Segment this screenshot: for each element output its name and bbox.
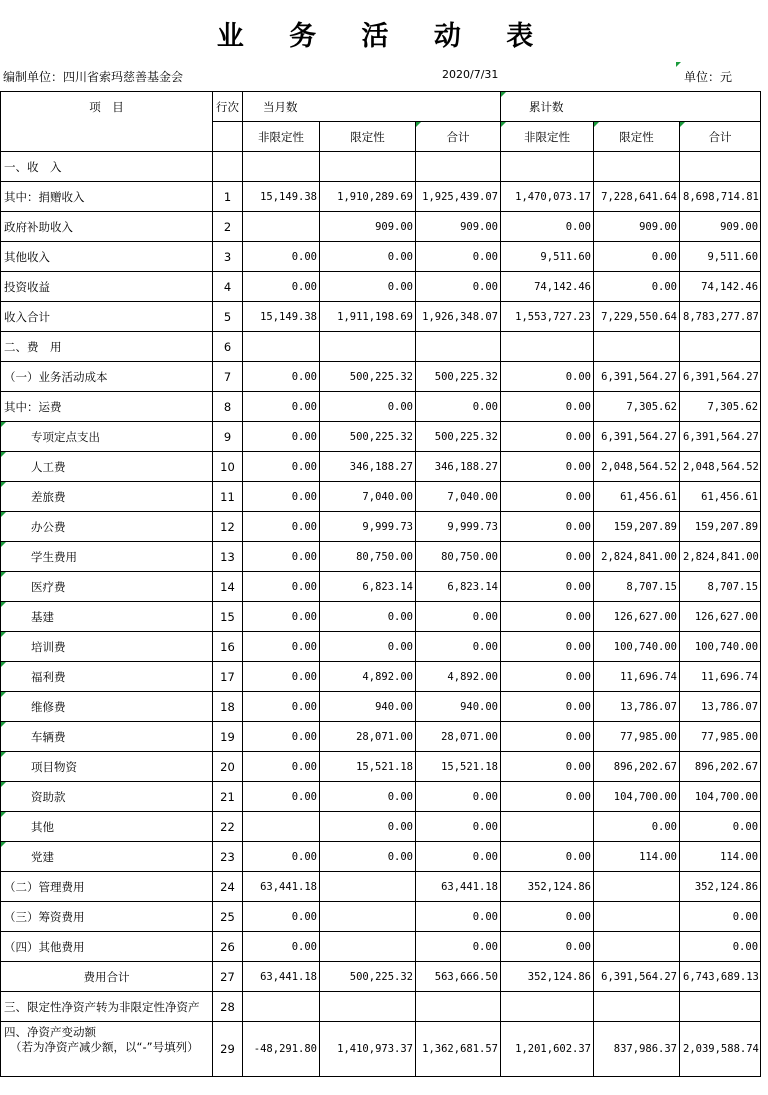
row-label: 项目物资 bbox=[1, 752, 213, 782]
header-line-blank bbox=[213, 122, 243, 152]
table-row bbox=[1, 872, 761, 902]
row-line-number: 4 bbox=[213, 272, 243, 302]
row-line-number: 23 bbox=[213, 842, 243, 872]
row-label: 车辆费 bbox=[1, 722, 213, 752]
cell-m-u: 0.00 bbox=[243, 392, 320, 422]
cell-m-u: 0.00 bbox=[243, 512, 320, 542]
row-line-number: 9 bbox=[213, 422, 243, 452]
cell-c-t: 8,698,714.81 bbox=[680, 182, 761, 212]
cell-c-u: 0.00 bbox=[501, 602, 594, 632]
cell-c-t: 2,824,841.00 bbox=[680, 542, 761, 572]
row-label: （二）管理费用 bbox=[1, 872, 213, 902]
table-row bbox=[1, 632, 761, 662]
cell-m-r: 6,823.14 bbox=[320, 572, 416, 602]
table-row bbox=[1, 392, 761, 422]
cell-c-r: 0.00 bbox=[594, 812, 680, 842]
cell-m-u bbox=[243, 992, 320, 1022]
row-label: 基建 bbox=[1, 602, 213, 632]
cell-m-u: 0.00 bbox=[243, 572, 320, 602]
table-row bbox=[1, 962, 761, 992]
cell-c-t: 352,124.86 bbox=[680, 872, 761, 902]
table-row bbox=[1, 302, 761, 332]
cell-m-u: 0.00 bbox=[243, 722, 320, 752]
cell-c-t: 104,700.00 bbox=[680, 782, 761, 812]
table-row bbox=[1, 602, 761, 632]
row-line-number: 16 bbox=[213, 632, 243, 662]
row-label: 人工费 bbox=[1, 452, 213, 482]
row-label: 其他收入 bbox=[1, 242, 213, 272]
cell-c-t: 11,696.74 bbox=[680, 662, 761, 692]
cell-c-r: 2,824,841.00 bbox=[594, 542, 680, 572]
row-label: （四）其他费用 bbox=[1, 932, 213, 962]
row-line-number bbox=[213, 152, 243, 182]
cell-m-t: 1,362,681.57 bbox=[416, 1022, 501, 1077]
cell-m-r: 1,410,973.37 bbox=[320, 1022, 416, 1077]
cell-m-r: 0.00 bbox=[320, 812, 416, 842]
cell-m-t: 0.00 bbox=[416, 632, 501, 662]
cell-c-r: 6,391,564.27 bbox=[594, 362, 680, 392]
cell-m-t: 0.00 bbox=[416, 932, 501, 962]
row-label: 党建 bbox=[1, 842, 213, 872]
cell-m-u: 0.00 bbox=[243, 932, 320, 962]
cell-m-t: 0.00 bbox=[416, 902, 501, 932]
cell-m-u: 0.00 bbox=[243, 452, 320, 482]
cell-c-u: 352,124.86 bbox=[501, 962, 594, 992]
cell-m-r bbox=[320, 902, 416, 932]
cell-m-r: 1,911,198.69 bbox=[320, 302, 416, 332]
row-label: 投资收益 bbox=[1, 272, 213, 302]
cell-c-t bbox=[680, 152, 761, 182]
table-row bbox=[1, 812, 761, 842]
row-line-number: 2 bbox=[213, 212, 243, 242]
cell-m-u: 0.00 bbox=[243, 422, 320, 452]
cell-c-r bbox=[594, 152, 680, 182]
table-row bbox=[1, 152, 761, 182]
cell-m-u: 0.00 bbox=[243, 272, 320, 302]
report-date: 2020/7/31 bbox=[442, 68, 499, 81]
cell-m-t: 0.00 bbox=[416, 782, 501, 812]
row-line-number: 19 bbox=[213, 722, 243, 752]
table-row bbox=[1, 332, 761, 362]
row-line-number: 18 bbox=[213, 692, 243, 722]
cell-c-t: 0.00 bbox=[680, 932, 761, 962]
cell-c-r: 7,229,550.64 bbox=[594, 302, 680, 332]
cell-c-t: 2,048,564.52 bbox=[680, 452, 761, 482]
row-label: 一、收 入 bbox=[1, 152, 213, 182]
cell-c-u: 0.00 bbox=[501, 542, 594, 572]
row-line-number: 7 bbox=[213, 362, 243, 392]
cell-m-r: 346,188.27 bbox=[320, 452, 416, 482]
header-month-restricted: 限定性 bbox=[320, 122, 416, 152]
row-line-number: 11 bbox=[213, 482, 243, 512]
cell-c-r: 114.00 bbox=[594, 842, 680, 872]
row-line-number: 27 bbox=[213, 962, 243, 992]
cell-marker-icon bbox=[676, 62, 681, 67]
table-row bbox=[1, 212, 761, 242]
cell-m-r: 7,040.00 bbox=[320, 482, 416, 512]
cell-c-u bbox=[501, 992, 594, 1022]
cell-c-r: 6,391,564.27 bbox=[594, 422, 680, 452]
row-label: 学生费用 bbox=[1, 542, 213, 572]
cell-m-t: 909.00 bbox=[416, 212, 501, 242]
cell-c-u: 1,553,727.23 bbox=[501, 302, 594, 332]
row-line-number: 26 bbox=[213, 932, 243, 962]
cell-m-u bbox=[243, 332, 320, 362]
cell-c-r bbox=[594, 932, 680, 962]
row-label: 办公费 bbox=[1, 512, 213, 542]
cell-c-r: 104,700.00 bbox=[594, 782, 680, 812]
cell-m-u: 0.00 bbox=[243, 842, 320, 872]
row-label: 维修费 bbox=[1, 692, 213, 722]
row-label: 收入合计 bbox=[1, 302, 213, 332]
cell-m-r: 0.00 bbox=[320, 782, 416, 812]
table-row bbox=[1, 512, 761, 542]
row-label: 其中：捐赠收入 bbox=[1, 182, 213, 212]
cell-m-t: 500,225.32 bbox=[416, 362, 501, 392]
header-month-unrestricted: 非限定性 bbox=[243, 122, 320, 152]
cell-c-t: 13,786.07 bbox=[680, 692, 761, 722]
row-line-number: 24 bbox=[213, 872, 243, 902]
cell-m-u: 0.00 bbox=[243, 362, 320, 392]
cell-c-t: 909.00 bbox=[680, 212, 761, 242]
cell-c-u bbox=[501, 152, 594, 182]
row-label: 差旅费 bbox=[1, 482, 213, 512]
table-row bbox=[1, 182, 761, 212]
cell-m-r bbox=[320, 872, 416, 902]
cell-m-r bbox=[320, 932, 416, 962]
header-cum-total: 合计 bbox=[680, 122, 761, 152]
cell-m-t bbox=[416, 332, 501, 362]
cell-m-r bbox=[320, 152, 416, 182]
cell-c-r bbox=[594, 332, 680, 362]
row-line-number: 17 bbox=[213, 662, 243, 692]
cell-m-t: 1,926,348.07 bbox=[416, 302, 501, 332]
cell-m-u: 0.00 bbox=[243, 782, 320, 812]
table-row bbox=[1, 992, 761, 1022]
cell-m-r: 500,225.32 bbox=[320, 962, 416, 992]
row-line-number: 6 bbox=[213, 332, 243, 362]
cell-c-r bbox=[594, 872, 680, 902]
cell-m-u: 15,149.38 bbox=[243, 182, 320, 212]
cell-m-u: 15,149.38 bbox=[243, 302, 320, 332]
cell-c-r: 909.00 bbox=[594, 212, 680, 242]
cell-c-u: 0.00 bbox=[501, 692, 594, 722]
cell-m-u: 0.00 bbox=[243, 692, 320, 722]
cell-c-r: 7,228,641.64 bbox=[594, 182, 680, 212]
cell-c-u bbox=[501, 812, 594, 842]
cell-c-u: 0.00 bbox=[501, 482, 594, 512]
cell-m-t: 6,823.14 bbox=[416, 572, 501, 602]
row-line-number: 5 bbox=[213, 302, 243, 332]
cell-c-u: 0.00 bbox=[501, 572, 594, 602]
table-row bbox=[1, 722, 761, 752]
cell-c-r: 896,202.67 bbox=[594, 752, 680, 782]
organization-label: 编制单位：四川省索玛慈善基金会 bbox=[3, 70, 184, 84]
cell-m-r: 0.00 bbox=[320, 602, 416, 632]
cell-m-r: 909.00 bbox=[320, 212, 416, 242]
cell-m-t: 563,666.50 bbox=[416, 962, 501, 992]
row-label: 二、费 用 bbox=[1, 332, 213, 362]
table-row bbox=[1, 272, 761, 302]
cell-m-t: 9,999.73 bbox=[416, 512, 501, 542]
table-row bbox=[1, 422, 761, 452]
row-line-number: 13 bbox=[213, 542, 243, 572]
cell-m-r: 15,521.18 bbox=[320, 752, 416, 782]
row-line-number: 14 bbox=[213, 572, 243, 602]
cell-c-u: 1,470,073.17 bbox=[501, 182, 594, 212]
row-line-number: 1 bbox=[213, 182, 243, 212]
cell-c-t: 74,142.46 bbox=[680, 272, 761, 302]
cell-m-t: 0.00 bbox=[416, 812, 501, 842]
row-line-number: 21 bbox=[213, 782, 243, 812]
cell-m-u: 0.00 bbox=[243, 542, 320, 572]
cell-c-u: 0.00 bbox=[501, 212, 594, 242]
cell-m-t: 4,892.00 bbox=[416, 662, 501, 692]
cell-c-t: 0.00 bbox=[680, 812, 761, 842]
cell-m-t bbox=[416, 152, 501, 182]
cell-c-u: 0.00 bbox=[501, 662, 594, 692]
cell-m-t: 0.00 bbox=[416, 842, 501, 872]
cell-m-t: 0.00 bbox=[416, 602, 501, 632]
cell-c-t: 61,456.61 bbox=[680, 482, 761, 512]
row-line-number: 3 bbox=[213, 242, 243, 272]
cell-m-t: 15,521.18 bbox=[416, 752, 501, 782]
table-row bbox=[1, 902, 761, 932]
cell-c-r: 0.00 bbox=[594, 272, 680, 302]
cell-m-u bbox=[243, 212, 320, 242]
cell-m-u: 63,441.18 bbox=[243, 962, 320, 992]
cell-m-t: 346,188.27 bbox=[416, 452, 501, 482]
cell-m-r: 4,892.00 bbox=[320, 662, 416, 692]
cell-c-r: 61,456.61 bbox=[594, 482, 680, 512]
cell-m-u: 0.00 bbox=[243, 602, 320, 632]
cell-c-r: 77,985.00 bbox=[594, 722, 680, 752]
cell-m-r: 940.00 bbox=[320, 692, 416, 722]
cell-c-u: 0.00 bbox=[501, 752, 594, 782]
row-line-number: 29 bbox=[213, 1022, 243, 1077]
cell-m-r: 500,225.32 bbox=[320, 362, 416, 392]
cell-c-r bbox=[594, 902, 680, 932]
cell-m-r: 0.00 bbox=[320, 842, 416, 872]
cell-c-r: 13,786.07 bbox=[594, 692, 680, 722]
cell-c-r: 0.00 bbox=[594, 242, 680, 272]
cell-m-r: 0.00 bbox=[320, 242, 416, 272]
row-label: 三、限定性净资产转为非限定性净资产 bbox=[1, 992, 213, 1022]
row-label-text: 四、净资产变动额 bbox=[4, 1025, 96, 1039]
cell-m-u: 63,441.18 bbox=[243, 872, 320, 902]
table-row bbox=[1, 362, 761, 392]
cell-m-r: 9,999.73 bbox=[320, 512, 416, 542]
table-row bbox=[1, 662, 761, 692]
cell-m-u: 0.00 bbox=[243, 902, 320, 932]
cell-c-r: 837,986.37 bbox=[594, 1022, 680, 1077]
cell-m-t: 0.00 bbox=[416, 272, 501, 302]
cell-m-r: 500,225.32 bbox=[320, 422, 416, 452]
cell-m-u: 0.00 bbox=[243, 242, 320, 272]
cell-c-u: 0.00 bbox=[501, 362, 594, 392]
cell-c-t bbox=[680, 332, 761, 362]
cell-m-r: 0.00 bbox=[320, 632, 416, 662]
cell-c-t: 0.00 bbox=[680, 902, 761, 932]
cell-c-r: 100,740.00 bbox=[594, 632, 680, 662]
cell-c-t: 2,039,588.74 bbox=[680, 1022, 761, 1077]
table-row bbox=[1, 782, 761, 812]
row-label bbox=[1, 1022, 213, 1077]
row-label-note: （若为净资产减少额，以“-”号填列） bbox=[10, 1040, 199, 1054]
row-label: 专项定点支出 bbox=[1, 422, 213, 452]
cell-c-u: 0.00 bbox=[501, 512, 594, 542]
cell-c-u: 0.00 bbox=[501, 452, 594, 482]
cell-m-u bbox=[243, 152, 320, 182]
cell-m-t: 7,040.00 bbox=[416, 482, 501, 512]
cell-c-r bbox=[594, 992, 680, 1022]
cell-c-r: 159,207.89 bbox=[594, 512, 680, 542]
cell-c-t: 9,511.60 bbox=[680, 242, 761, 272]
cell-m-u: 0.00 bbox=[243, 662, 320, 692]
cell-c-t: 7,305.62 bbox=[680, 392, 761, 422]
row-label: 资助款 bbox=[1, 782, 213, 812]
cell-m-u: 0.00 bbox=[243, 482, 320, 512]
cell-c-r: 8,707.15 bbox=[594, 572, 680, 602]
row-label: 费用合计 bbox=[1, 962, 213, 992]
cell-m-r bbox=[320, 992, 416, 1022]
table-row bbox=[1, 842, 761, 872]
cell-m-t: 80,750.00 bbox=[416, 542, 501, 572]
row-label: 其他 bbox=[1, 812, 213, 842]
cell-c-u: 0.00 bbox=[501, 902, 594, 932]
cell-m-u: -48,291.80 bbox=[243, 1022, 320, 1077]
row-label: 其中：运费 bbox=[1, 392, 213, 422]
header-item: 项 目 bbox=[1, 92, 213, 152]
cell-c-t: 8,707.15 bbox=[680, 572, 761, 602]
header-month: 当月数 bbox=[243, 92, 501, 122]
cell-c-t: 6,391,564.27 bbox=[680, 422, 761, 452]
cell-m-t: 500,225.32 bbox=[416, 422, 501, 452]
table-row bbox=[1, 752, 761, 782]
cell-c-u: 74,142.46 bbox=[501, 272, 594, 302]
row-label: 政府补助收入 bbox=[1, 212, 213, 242]
cell-c-r: 126,627.00 bbox=[594, 602, 680, 632]
table-row bbox=[1, 692, 761, 722]
cell-m-r: 1,910,289.69 bbox=[320, 182, 416, 212]
cell-c-t: 126,627.00 bbox=[680, 602, 761, 632]
header-cumulative: 累计数 bbox=[501, 92, 761, 122]
table-row bbox=[1, 242, 761, 272]
cell-c-t: 8,783,277.87 bbox=[680, 302, 761, 332]
cell-m-u bbox=[243, 812, 320, 842]
cell-c-u: 0.00 bbox=[501, 842, 594, 872]
cell-c-r: 6,391,564.27 bbox=[594, 962, 680, 992]
row-line-number: 10 bbox=[213, 452, 243, 482]
row-line-number: 22 bbox=[213, 812, 243, 842]
header-month-total: 合计 bbox=[416, 122, 501, 152]
cell-c-r: 11,696.74 bbox=[594, 662, 680, 692]
currency-unit: 单位：元 bbox=[684, 70, 733, 84]
cell-c-u: 0.00 bbox=[501, 722, 594, 752]
row-line-number: 25 bbox=[213, 902, 243, 932]
activity-table bbox=[0, 91, 761, 1077]
cell-m-r: 28,071.00 bbox=[320, 722, 416, 752]
cell-m-t: 63,441.18 bbox=[416, 872, 501, 902]
cell-c-u: 0.00 bbox=[501, 632, 594, 662]
header-cum-unrestricted: 非限定性 bbox=[501, 122, 594, 152]
cell-c-t: 100,740.00 bbox=[680, 632, 761, 662]
cell-c-t bbox=[680, 992, 761, 1022]
cell-c-u: 1,201,602.37 bbox=[501, 1022, 594, 1077]
header-cum-restricted: 限定性 bbox=[594, 122, 680, 152]
row-label: （一）业务活动成本 bbox=[1, 362, 213, 392]
row-label: 福利费 bbox=[1, 662, 213, 692]
cell-c-t: 159,207.89 bbox=[680, 512, 761, 542]
cell-m-t: 0.00 bbox=[416, 242, 501, 272]
row-line-number: 28 bbox=[213, 992, 243, 1022]
cell-m-u: 0.00 bbox=[243, 752, 320, 782]
cell-c-u: 352,124.86 bbox=[501, 872, 594, 902]
cell-m-r: 80,750.00 bbox=[320, 542, 416, 572]
cell-m-r: 0.00 bbox=[320, 272, 416, 302]
row-label: 培训费 bbox=[1, 632, 213, 662]
cell-m-t: 1,925,439.07 bbox=[416, 182, 501, 212]
cell-c-t: 77,985.00 bbox=[680, 722, 761, 752]
cell-m-t: 940.00 bbox=[416, 692, 501, 722]
cell-c-u: 0.00 bbox=[501, 932, 594, 962]
cell-m-t bbox=[416, 992, 501, 1022]
table-row bbox=[1, 542, 761, 572]
cell-c-u: 0.00 bbox=[501, 782, 594, 812]
cell-c-u: 0.00 bbox=[501, 422, 594, 452]
cell-c-u bbox=[501, 332, 594, 362]
report-title: 业 务 活 动 表 bbox=[216, 21, 552, 52]
table-row bbox=[1, 482, 761, 512]
cell-c-r: 7,305.62 bbox=[594, 392, 680, 422]
cell-m-u: 0.00 bbox=[243, 632, 320, 662]
row-label: 医疗费 bbox=[1, 572, 213, 602]
row-line-number: 15 bbox=[213, 602, 243, 632]
row-label: （三）筹资费用 bbox=[1, 902, 213, 932]
header-line: 行次 bbox=[213, 92, 243, 122]
table-row bbox=[1, 572, 761, 602]
table-row bbox=[1, 1022, 761, 1077]
cell-c-t: 896,202.67 bbox=[680, 752, 761, 782]
cell-c-t: 6,743,689.13 bbox=[680, 962, 761, 992]
row-line-number: 12 bbox=[213, 512, 243, 542]
cell-c-r: 2,048,564.52 bbox=[594, 452, 680, 482]
cell-c-u: 9,511.60 bbox=[501, 242, 594, 272]
cell-m-t: 28,071.00 bbox=[416, 722, 501, 752]
table-row bbox=[1, 932, 761, 962]
cell-c-u: 0.00 bbox=[501, 392, 594, 422]
table-row bbox=[1, 452, 761, 482]
row-line-number: 20 bbox=[213, 752, 243, 782]
cell-c-t: 114.00 bbox=[680, 842, 761, 872]
header-row-1 bbox=[1, 92, 761, 122]
cell-m-r: 0.00 bbox=[320, 392, 416, 422]
cell-m-r bbox=[320, 332, 416, 362]
cell-c-t: 6,391,564.27 bbox=[680, 362, 761, 392]
cell-m-t: 0.00 bbox=[416, 392, 501, 422]
row-line-number: 8 bbox=[213, 392, 243, 422]
